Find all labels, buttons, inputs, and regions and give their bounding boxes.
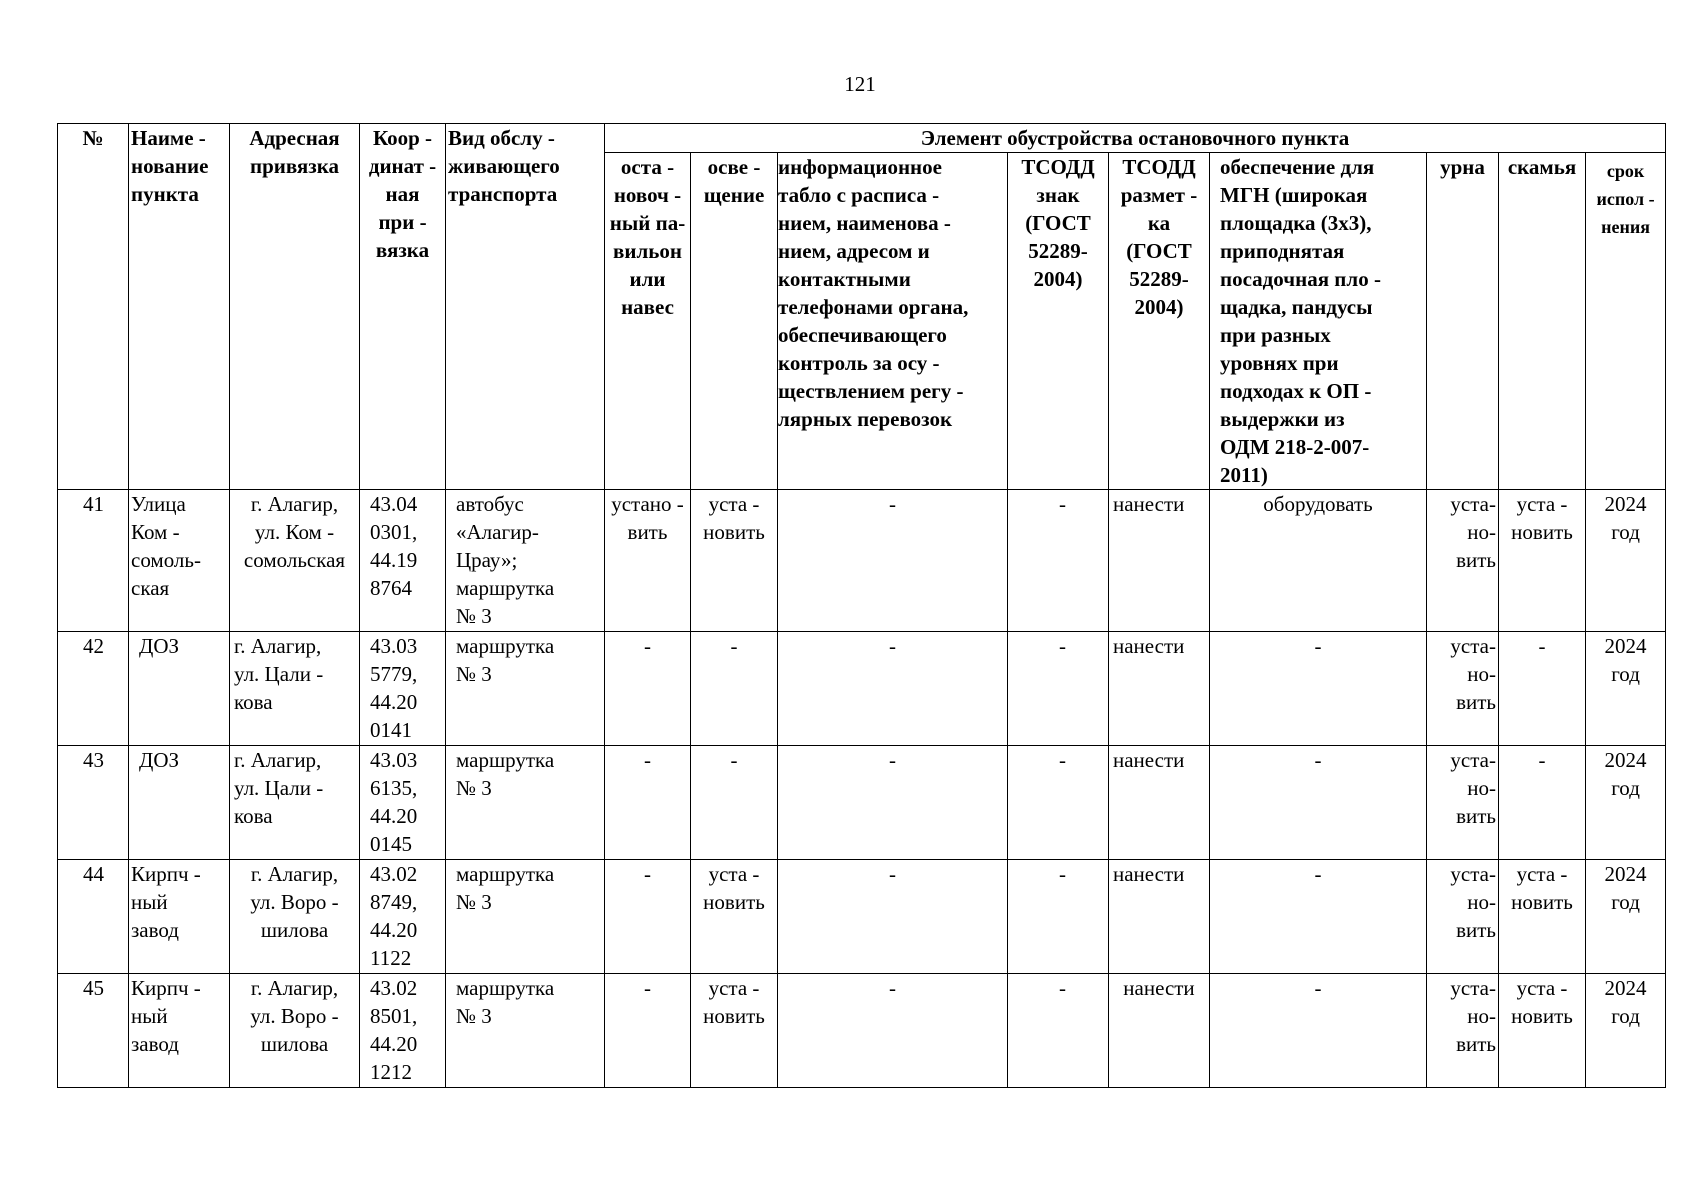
- cell-name: Улица Ком - сомоль- ская: [129, 490, 230, 632]
- cell-sign: -: [1008, 974, 1109, 1088]
- cell-lighting: -: [691, 632, 778, 746]
- col-header-lighting: осве - щение: [691, 153, 778, 490]
- bus-stop-table: [57, 123, 1666, 1088]
- cell-sign: -: [1008, 746, 1109, 860]
- col-header-num: №: [58, 124, 129, 490]
- cell-mgn: -: [1210, 860, 1427, 974]
- cell-bin: уста- но- вить: [1427, 974, 1499, 1088]
- cell-transport: автобус «Алагир- Црау»; маршрутка № 3: [446, 490, 605, 632]
- cell-deadline: 2024 год: [1586, 490, 1666, 632]
- col-header-group: Элемент обустройства остановочного пункта: [605, 124, 1666, 153]
- cell-info-board: -: [778, 490, 1008, 632]
- col-header-bench: скамья: [1499, 153, 1586, 490]
- cell-pavilion: -: [605, 632, 691, 746]
- cell-mgn: оборудовать: [1210, 490, 1427, 632]
- cell-marking: нанести: [1109, 632, 1210, 746]
- col-header-transport: Вид обслу - живающего транспорта: [446, 124, 605, 490]
- cell-transport: маршрутка № 3: [446, 632, 605, 746]
- cell-coords: 43.03 6135, 44.20 0145: [360, 746, 446, 860]
- cell-marking: нанести: [1109, 860, 1210, 974]
- cell-deadline: 2024 год: [1586, 632, 1666, 746]
- cell-deadline: 2024 год: [1586, 746, 1666, 860]
- cell-coords: 43.03 5779, 44.20 0141: [360, 632, 446, 746]
- cell-transport: маршрутка № 3: [446, 746, 605, 860]
- cell-num: 43: [58, 746, 129, 860]
- cell-coords: 43.02 8501, 44.20 1212: [360, 974, 446, 1088]
- col-header-address: Адресная привязка: [230, 124, 360, 490]
- cell-pavilion: -: [605, 746, 691, 860]
- cell-bench: -: [1499, 632, 1586, 746]
- cell-bench: уста - новить: [1499, 860, 1586, 974]
- cell-bin: уста- но- вить: [1427, 490, 1499, 632]
- cell-lighting: уста - новить: [691, 490, 778, 632]
- cell-num: 41: [58, 490, 129, 632]
- cell-address: г. Алагир, ул. Воро - шилова: [230, 974, 360, 1088]
- cell-info-board: -: [778, 632, 1008, 746]
- cell-deadline: 2024 год: [1586, 860, 1666, 974]
- cell-pavilion: -: [605, 860, 691, 974]
- cell-bench: -: [1499, 746, 1586, 860]
- col-header-deadline: срок испол - нения: [1586, 153, 1666, 490]
- cell-bin: уста- но- вить: [1427, 860, 1499, 974]
- table-row: [58, 632, 1666, 746]
- table-row: [58, 974, 1666, 1088]
- cell-info-board: -: [778, 860, 1008, 974]
- cell-bench: уста - новить: [1499, 974, 1586, 1088]
- col-header-mgn: обеспечение для МГН (широкая площадка (3х3), приподнятая посадочная пло - щадка, пандусы при разных уровнях при подходах к ОП - выдержки из ОДМ 218-2-007- 2011): [1210, 153, 1427, 490]
- table-row: [58, 490, 1666, 632]
- cell-marking: нанести: [1109, 490, 1210, 632]
- cell-address: г. Алагир, ул. Воро - шилова: [230, 860, 360, 974]
- page-number: 121: [844, 72, 876, 96]
- cell-name: ДОЗ: [129, 632, 230, 746]
- col-header-coords: Коор - динат - ная при - вязка: [360, 124, 446, 490]
- cell-bin: уста- но- вить: [1427, 746, 1499, 860]
- cell-sign: -: [1008, 860, 1109, 974]
- col-header-info-board: информационное табло с расписа - нием, наименова - нием, адресом и контактными телефонами органа, обеспечивающего контроль за осу - ществлением регу - лярных перевозок: [778, 153, 1008, 490]
- cell-pavilion: устано - вить: [605, 490, 691, 632]
- cell-info-board: -: [778, 974, 1008, 1088]
- cell-deadline: 2024 год: [1586, 974, 1666, 1088]
- cell-mgn: -: [1210, 974, 1427, 1088]
- cell-address: г. Алагир, ул. Цали - кова: [230, 632, 360, 746]
- cell-lighting: -: [691, 746, 778, 860]
- cell-marking: нанести: [1109, 974, 1210, 1088]
- cell-name: ДОЗ: [129, 746, 230, 860]
- col-header-sign: ТСОДД знак (ГОСТ 52289- 2004): [1008, 153, 1109, 490]
- cell-num: 44: [58, 860, 129, 974]
- cell-num: 45: [58, 974, 129, 1088]
- cell-coords: 43.04 0301, 44.19 8764: [360, 490, 446, 632]
- cell-pavilion: -: [605, 974, 691, 1088]
- cell-bench: уста - новить: [1499, 490, 1586, 632]
- cell-bin: уста- но- вить: [1427, 632, 1499, 746]
- cell-transport: маршрутка № 3: [446, 974, 605, 1088]
- col-header-pavilion: оста - новоч - ный па- вильон или навес: [605, 153, 691, 490]
- cell-num: 42: [58, 632, 129, 746]
- cell-coords: 43.02 8749, 44.20 1122: [360, 860, 446, 974]
- header-row-1: [58, 124, 1666, 153]
- cell-lighting: уста - новить: [691, 974, 778, 1088]
- cell-sign: -: [1008, 632, 1109, 746]
- cell-lighting: уста - новить: [691, 860, 778, 974]
- col-header-marking: ТСОДД размет - ка (ГОСТ 52289- 2004): [1109, 153, 1210, 490]
- table-row: [58, 860, 1666, 974]
- cell-marking: нанести: [1109, 746, 1210, 860]
- cell-address: г. Алагир, ул. Ком - сомольская: [230, 490, 360, 632]
- col-header-name: Наиме - нование пункта: [129, 124, 230, 490]
- cell-info-board: -: [778, 746, 1008, 860]
- cell-transport: маршрутка № 3: [446, 860, 605, 974]
- col-header-bin: урна: [1427, 153, 1499, 490]
- cell-name: Кирпч - ный завод: [129, 974, 230, 1088]
- cell-address: г. Алагир, ул. Цали - кова: [230, 746, 360, 860]
- cell-name: Кирпч - ный завод: [129, 860, 230, 974]
- cell-sign: -: [1008, 490, 1109, 632]
- table-row: [58, 746, 1666, 860]
- cell-mgn: -: [1210, 746, 1427, 860]
- cell-mgn: -: [1210, 632, 1427, 746]
